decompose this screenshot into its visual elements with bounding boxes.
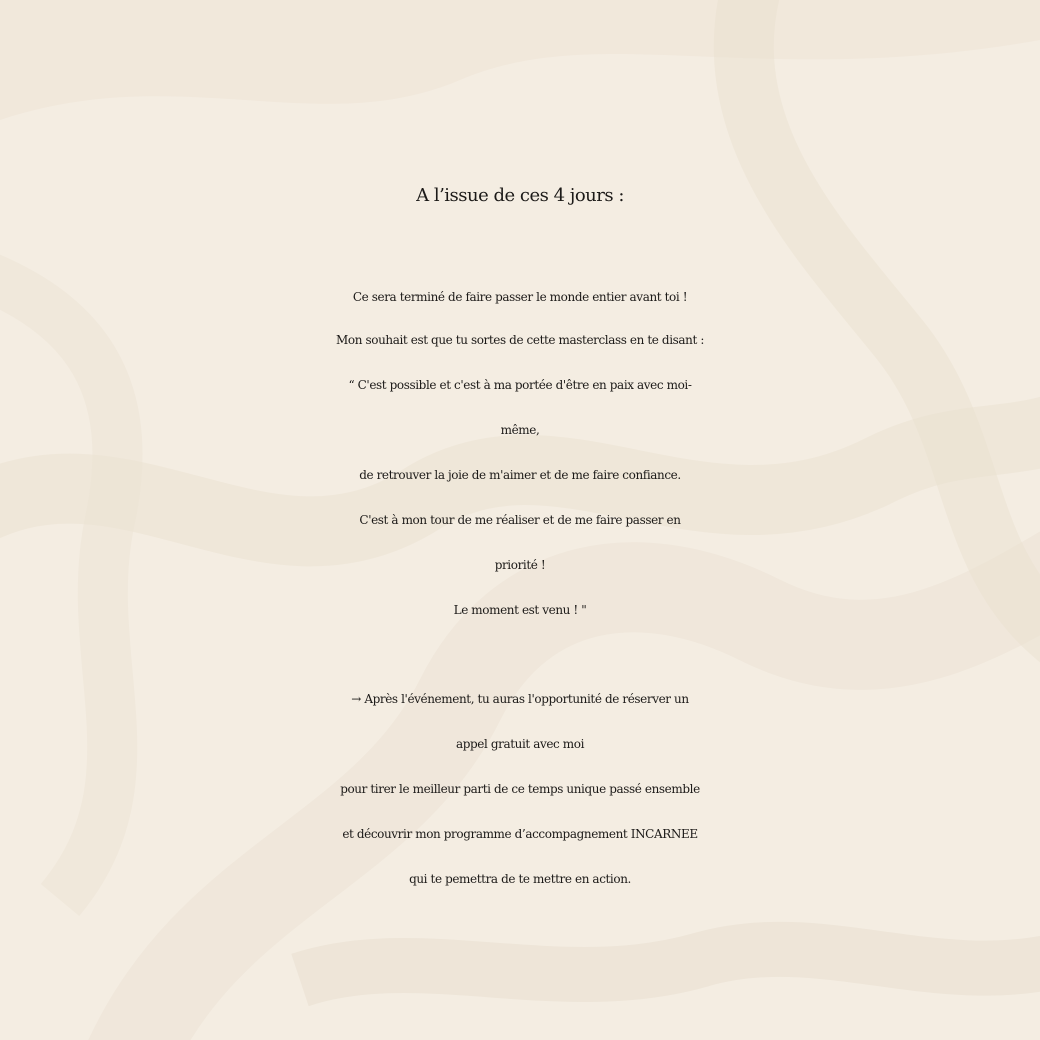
paragraph-line: Le moment est venu ! " xyxy=(453,603,587,617)
paragraph-line: pour tirer le meilleur parti de ce temps unique passé ensemble xyxy=(340,782,700,796)
paragraph-line: → Après l'événement, tu auras l'opportunité de réserver un xyxy=(351,692,689,706)
paragraph-line: qui te pemettra de te mettre en action. xyxy=(409,872,631,886)
paragraph-line: Mon souhait est que tu sortes de cette masterclass en te disant : xyxy=(336,333,704,347)
page-title: A l’issue de ces 4 jours : xyxy=(416,185,624,206)
paragraph-line: Ce sera terminé de faire passer le monde entier avant toi ! xyxy=(352,290,688,304)
paragraph-line: même, xyxy=(500,423,540,437)
paragraph-line: appel gratuit avec moi xyxy=(455,737,585,751)
paragraph-line: “ C'est possible et c'est à ma portée d'être en paix avec moi- xyxy=(348,378,692,392)
paragraph-line: de retrouver la joie de m'aimer et de me faire confiance. xyxy=(359,468,681,482)
paragraph-line: C'est à mon tour de me réaliser et de me faire passer en xyxy=(359,513,681,527)
paragraph-line: et découvrir mon programme d’accompagnement INCARNEE xyxy=(342,827,698,841)
paragraph-line: priorité ! xyxy=(494,558,546,572)
